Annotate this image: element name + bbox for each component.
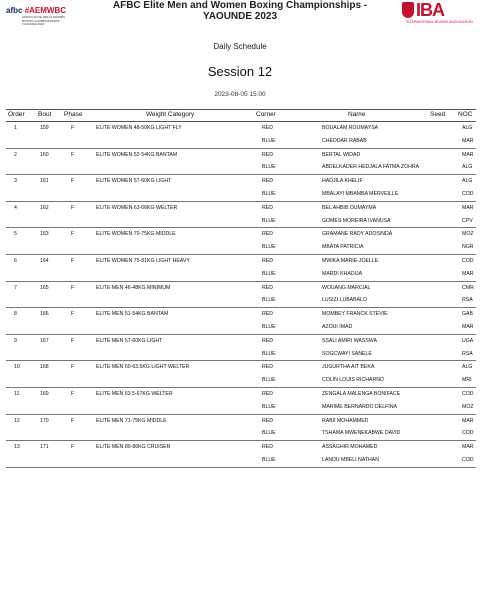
bout-cell: 160 xyxy=(40,151,49,158)
col-order: Order xyxy=(8,111,25,118)
col-weight: Weight Category xyxy=(146,111,195,118)
weight-cell: ELITE MEN 46-48KG MINIMUM xyxy=(96,284,171,291)
name-cell: GOMES MOREIRA IVANUSA xyxy=(322,217,391,224)
name-cell: CHEDDAR RABAB xyxy=(322,137,367,144)
red-corner-row xyxy=(6,228,476,241)
corner-cell: BLUE xyxy=(262,270,276,277)
corner-cell: RED xyxy=(262,151,273,158)
table-row xyxy=(6,202,476,229)
bout-cell: 165 xyxy=(40,284,49,291)
noc-cell: UGA xyxy=(462,337,474,344)
phase-cell: F xyxy=(71,417,75,424)
weight-cell: ELITE WOMEN 57-60KG LIGHT xyxy=(96,178,172,185)
afbc-logo xyxy=(6,6,68,28)
name-cell: MOMBEY FRANCK STEVIE xyxy=(322,311,388,318)
weight-cell: ELITE WOMEN 63-66KG WELTER xyxy=(96,204,178,211)
name-cell: BOUALAM ROUMAYSA xyxy=(322,125,379,131)
noc-cell: RSA xyxy=(462,297,473,304)
noc-cell: COD xyxy=(462,456,474,463)
red-corner-row xyxy=(6,282,476,295)
noc-cell: MAR xyxy=(462,270,474,277)
order-cell: 8 xyxy=(14,311,17,318)
order-cell: 6 xyxy=(14,257,17,264)
table-row xyxy=(6,282,476,309)
name-cell: MWIKA MARIE-JOELLE xyxy=(322,257,379,264)
bout-cell: 164 xyxy=(40,257,49,264)
table-body xyxy=(6,122,476,468)
phase-cell: F xyxy=(71,337,75,344)
order-cell: 1 xyxy=(14,125,17,131)
table-row xyxy=(6,308,476,335)
corner-cell: BLUE xyxy=(262,377,276,384)
order-cell: 11 xyxy=(14,390,20,397)
noc-cell: MOZ xyxy=(462,231,474,238)
bout-cell: 166 xyxy=(40,311,49,318)
page-title xyxy=(90,0,390,22)
corner-cell: BLUE xyxy=(262,217,276,224)
col-bout: Bout xyxy=(38,111,52,118)
corner-cell: RED xyxy=(262,364,273,371)
col-noc: NOC xyxy=(458,111,473,118)
weight-cell: ELITE WOMEN 52-54KG BANTAM xyxy=(96,151,178,158)
bout-cell: 167 xyxy=(40,337,49,344)
iba-logo xyxy=(400,0,480,28)
red-corner-row xyxy=(6,175,476,188)
name-cell: ZENGALA MALENGA BONIFACE xyxy=(322,390,401,397)
schedule-heading: Daily Schedule xyxy=(213,42,267,51)
weight-cell: ELITE MEN 63.5-67KG WELTER xyxy=(96,390,173,397)
red-corner-row xyxy=(6,255,476,268)
noc-cell: MAR xyxy=(462,444,474,451)
corner-cell: RED xyxy=(262,417,273,424)
bout-cell: 163 xyxy=(40,231,49,238)
red-corner-row xyxy=(6,388,476,401)
name-cell: JUGURTHA AIT BEKA xyxy=(322,364,375,371)
session-datetime: 2023-08-05 15:00 xyxy=(214,91,266,98)
table-row xyxy=(6,175,476,202)
phase-cell: F xyxy=(71,257,75,264)
red-corner-row xyxy=(6,202,476,215)
name-cell: COLIN LOUIS RICHARNO xyxy=(322,377,384,384)
red-corner-row xyxy=(6,149,476,162)
red-corner-row xyxy=(6,335,476,348)
table-row xyxy=(6,255,476,282)
noc-cell: ALG xyxy=(462,364,473,371)
noc-cell: COD xyxy=(462,390,474,397)
bout-cell: 168 xyxy=(40,364,49,371)
weight-cell: ELITE WOMEN 48-50KG LIGHT FLY xyxy=(96,125,182,131)
table-row xyxy=(6,388,476,415)
name-cell: BEL AHBIB OUMAYMA xyxy=(322,204,377,211)
bout-cell: 161 xyxy=(40,178,49,185)
bout-cell: 169 xyxy=(40,390,49,397)
blue-corner-row xyxy=(6,374,476,387)
name-cell: SSALI AMIRI WASSWA xyxy=(322,337,377,344)
noc-cell: GAB xyxy=(462,311,473,318)
name-cell: AZOUI IMAD xyxy=(322,323,353,330)
noc-cell: MAR xyxy=(462,137,474,144)
phase-cell: F xyxy=(71,178,75,185)
page-title-line2: YAOUNDE 2023 xyxy=(202,11,278,22)
name-cell: BERTAL WIDAD xyxy=(322,151,361,158)
corner-cell: RED xyxy=(262,178,273,185)
blue-corner-row xyxy=(6,348,476,361)
col-name: Name xyxy=(348,111,366,118)
table-row xyxy=(6,122,476,149)
blue-corner-row xyxy=(6,401,476,414)
iba-glove-icon xyxy=(402,2,414,18)
bout-cell: 170 xyxy=(40,417,49,424)
phase-cell: F xyxy=(71,284,75,291)
name-cell: MBALAYI MBAMBA MERVEILLE xyxy=(322,190,399,197)
blue-corner-row xyxy=(6,135,476,148)
weight-cell: ELITE MEN 57-60KG LIGHT xyxy=(96,337,163,344)
corner-cell: BLUE xyxy=(262,456,276,463)
table-row xyxy=(6,361,476,388)
corner-cell: BLUE xyxy=(262,297,276,304)
noc-cell: COD xyxy=(462,190,474,197)
bout-cell: 159 xyxy=(40,125,49,131)
phase-cell: F xyxy=(71,390,75,397)
phase-cell: F xyxy=(71,311,75,318)
red-corner-row xyxy=(6,122,476,135)
phase-cell: F xyxy=(71,231,75,238)
blue-corner-row xyxy=(6,294,476,307)
corner-cell: BLUE xyxy=(262,164,276,171)
blue-corner-row xyxy=(6,161,476,174)
order-cell: 7 xyxy=(14,284,17,291)
iba-logo-text: IBA xyxy=(416,0,444,20)
order-cell: 5 xyxy=(14,231,17,238)
page-title-line1: AFBC Elite Men and Women Boxing Championships - xyxy=(112,0,368,11)
phase-cell: F xyxy=(71,151,75,158)
col-seed: Seed xyxy=(430,111,446,118)
corner-cell: RED xyxy=(262,257,273,264)
corner-cell: BLUE xyxy=(262,403,276,410)
noc-cell: MAR xyxy=(462,417,474,424)
order-cell: 13 xyxy=(14,444,20,451)
name-cell: GRAMANE RADY ADOSINDA xyxy=(322,231,393,238)
corner-cell: RED xyxy=(262,204,273,211)
name-cell: MARDI KHADIJA xyxy=(322,270,363,277)
blue-corner-row xyxy=(6,241,476,254)
corner-cell: BLUE xyxy=(262,137,276,144)
weight-cell: ELITE WOMEN 70-75KG MIDDLE xyxy=(96,231,176,238)
noc-cell: ALG xyxy=(462,164,473,171)
name-cell: LANDU MBELI NATHAN xyxy=(322,456,379,463)
afbc-logo-brand: afbc xyxy=(6,6,23,15)
order-cell: 10 xyxy=(14,364,20,371)
name-cell: LUSIZI LUBABALO xyxy=(322,297,367,304)
noc-cell: MAR xyxy=(462,151,474,158)
col-phase: Phase xyxy=(64,111,83,118)
noc-cell: ALG xyxy=(462,125,473,131)
noc-cell: CPV xyxy=(462,217,473,224)
col-corner: Corner xyxy=(256,111,276,118)
noc-cell: COD xyxy=(462,257,474,264)
noc-cell: RSA xyxy=(462,350,473,357)
order-cell: 12 xyxy=(14,417,20,424)
noc-cell: CMR xyxy=(462,284,474,291)
weight-cell: ELITE MEN 71-75KG MIDDLE xyxy=(96,417,167,424)
name-cell: ASSAGHIR MOHAMED xyxy=(322,444,378,451)
bout-cell: 171 xyxy=(40,444,49,451)
corner-cell: BLUE xyxy=(262,323,276,330)
afbc-logo-tag: #AEMWBC xyxy=(24,6,67,15)
corner-cell: RED xyxy=(262,390,273,397)
table-row xyxy=(6,228,476,255)
order-cell: 9 xyxy=(14,337,17,344)
blue-corner-row xyxy=(6,215,476,228)
bout-cell: 162 xyxy=(40,204,49,211)
noc-cell: ALG xyxy=(462,178,473,185)
name-cell: SOGCWAYI SANELE xyxy=(322,350,372,357)
corner-cell: RED xyxy=(262,444,273,451)
red-corner-row xyxy=(6,415,476,428)
phase-cell: F xyxy=(71,444,75,451)
corner-cell: BLUE xyxy=(262,190,276,197)
weight-cell: ELITE MEN 51-54KG BANTAM xyxy=(96,311,169,318)
table-row xyxy=(6,335,476,362)
noc-cell: MOZ xyxy=(462,403,474,410)
corner-cell: RED xyxy=(262,337,273,344)
blue-corner-row xyxy=(6,454,476,467)
weight-cell: ELITE WOMEN 75-81KG LIGHT HEAVY xyxy=(96,257,190,264)
phase-cell: F xyxy=(71,125,75,131)
red-corner-row xyxy=(6,441,476,454)
blue-corner-row xyxy=(6,427,476,440)
session-title: Session 12 xyxy=(207,64,273,79)
weight-cell: ELITE MEN 60-63.5KG LIGHT WELTER xyxy=(96,364,190,371)
name-cell: MARIME BERNARDO DELFINA xyxy=(322,403,397,410)
corner-cell: RED xyxy=(262,231,273,238)
table-row xyxy=(6,441,476,468)
corner-cell: RED xyxy=(262,311,273,318)
order-cell: 4 xyxy=(14,204,17,211)
noc-cell: MAR xyxy=(462,323,474,330)
table-header xyxy=(6,109,476,122)
noc-cell: MAR xyxy=(462,204,474,211)
name-cell: RABII MOHAMMED xyxy=(322,417,369,424)
corner-cell: BLUE xyxy=(262,244,276,251)
phase-cell: F xyxy=(71,204,75,211)
order-cell: 3 xyxy=(14,178,17,185)
corner-cell: RED xyxy=(262,284,273,291)
schedule-table xyxy=(6,109,476,468)
blue-corner-row xyxy=(6,321,476,334)
name-cell: TSHAMA MWENEKABWE DAVID xyxy=(322,430,401,437)
corner-cell: RED xyxy=(262,125,273,131)
corner-cell: BLUE xyxy=(262,350,276,357)
table-row xyxy=(6,149,476,176)
noc-cell: COD xyxy=(462,430,474,437)
name-cell: WOUANG MARCIAL xyxy=(322,284,371,291)
blue-corner-row xyxy=(6,268,476,281)
phase-cell: F xyxy=(71,364,75,371)
iba-logo-subtitle: INTERNATIONAL BOXING ASSOCIATION xyxy=(406,20,473,24)
noc-cell: MRI xyxy=(462,377,472,384)
name-cell: MBATA PATRICIA xyxy=(322,244,364,251)
red-corner-row xyxy=(6,361,476,374)
blue-corner-row xyxy=(6,188,476,201)
table-row xyxy=(6,415,476,442)
page-header xyxy=(0,0,480,30)
afbc-logo-subtitle: AFRICA ELITE MEN & WOMEN BOXING CHAMPIONSHIPS YAOUNDE 2023 xyxy=(22,15,66,26)
name-cell: HADJILA KHELIF xyxy=(322,178,363,185)
red-corner-row xyxy=(6,308,476,321)
order-cell: 2 xyxy=(14,151,17,158)
weight-cell: ELITE MEN 80-86KG CRUISER xyxy=(96,444,171,451)
corner-cell: BLUE xyxy=(262,430,276,437)
noc-cell: NGR xyxy=(462,244,474,251)
name-cell: ABDELKADER HEDJALA FATMA ZOHRA xyxy=(322,164,420,171)
